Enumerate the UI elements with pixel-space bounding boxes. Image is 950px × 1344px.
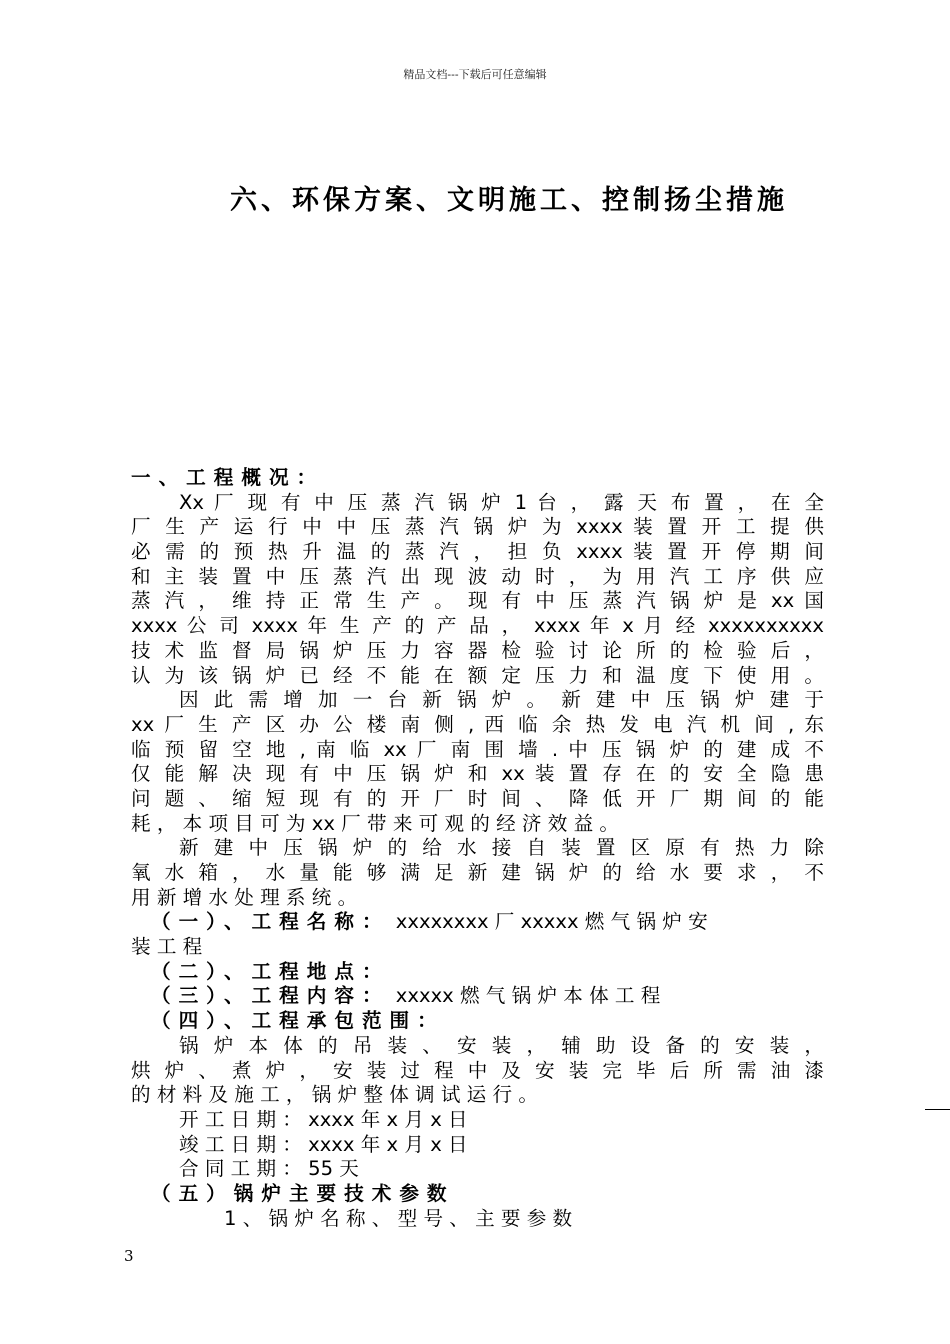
project-content-label: （三）、工程内容： bbox=[151, 984, 390, 1008]
document-body bbox=[131, 466, 824, 1231]
paragraph-line: 技 术 监 督 局 锅 炉 压 力 容 器 检 验 讨 论 所 的 检 验 后 ， bbox=[131, 638, 824, 662]
paragraph-line: 耗 ， 本 项 目 可 为 xx 厂 带 来 可 观 的 经 济 效 益 。 bbox=[131, 811, 619, 835]
project-name-label: （一）、工程名称： bbox=[151, 910, 390, 934]
paragraph-line: 用 新 增 水 处 理 系 统 。 bbox=[131, 885, 358, 909]
paragraph-line: 仅 能 解 决 现 有 中 压 锅 炉 和 xx 装 置 存 在 的 安 全 隐 患 bbox=[131, 762, 824, 786]
start-date: 开 工 日 期 ： xxxx 年 x 月 x 日 bbox=[179, 1107, 468, 1131]
end-date: 竣 工 日 期 ： xxxx 年 x 月 x 日 bbox=[179, 1132, 468, 1156]
project-content-line bbox=[131, 984, 824, 1009]
paragraph-line: xx 厂 生 产 区 办 公 楼 南 侧 , 西 临 余 热 发 电 汽 机 间 , 东 bbox=[131, 712, 824, 736]
page-number: 3 bbox=[124, 1247, 134, 1265]
paragraph-line: Xx 厂 现 有 中 压 蒸 汽 锅 炉 1 台 ， 露 天 布 置 ， 在 全 bbox=[179, 490, 824, 514]
paragraph-line: 必 需 的 预 热 升 温 的 蒸 汽 ， 担 负 xxxx 装 置 开 停 期 间 bbox=[131, 540, 824, 564]
header-note: 精品文档---下载后可任意编辑 bbox=[403, 68, 547, 81]
scope-line: 的 材 料 及 施 工 ， 锅 炉 整 体 调 试 运 行 。 bbox=[131, 1083, 538, 1107]
paragraph-line: 认 为 该 锅 炉 已 经 不 能 在 额 定 压 力 和 温 度 下 使 用 。 bbox=[131, 663, 824, 687]
project-name-value-continued: 装 工 程 bbox=[131, 935, 203, 959]
page-title: 六、环保方案、文明施工、控制扬尘措施 bbox=[230, 185, 788, 216]
boiler-subheading: 1 、 锅 炉 名 称 、 型 号 、 主 要 参 数 bbox=[224, 1206, 573, 1230]
section-heading-overview: 一、工程概况： bbox=[131, 466, 325, 489]
paragraph-line: 和 主 装 置 中 压 蒸 汽 出 现 波 动 时 ， 为 用 汽 工 序 供 应 bbox=[131, 564, 824, 588]
paragraph-line: 因 此 需 增 加 一 台 新 锅 炉 。 新 建 中 压 锅 炉 建 于 bbox=[179, 688, 824, 712]
project-name-value: xxxxxxxx 厂 xxxxx 燃 气 锅 炉 安 bbox=[395, 910, 708, 934]
contract-period: 合 同 工 期 ： 55 天 bbox=[179, 1157, 359, 1181]
project-content-value: xxxxx 燃 气 锅 炉 本 体 工 程 bbox=[395, 984, 661, 1008]
paragraph-line: xxxx 公 司 xxxx 年 生 产 的 产 品 ， xxxx 年 x 月 经 xxxxxxxxxx bbox=[131, 614, 824, 638]
project-location-label: （二）、工程地点： bbox=[151, 959, 390, 983]
paragraph-line: 临 预 留 空 地 , 南 临 xx 厂 南 围 墙 . 中 压 锅 炉 的 建 成 不 bbox=[131, 737, 824, 761]
paragraph-line: 氧 水 箱 ， 水 量 能 够 满 足 新 建 锅 炉 的 给 水 要 求 ， 不 bbox=[131, 861, 824, 884]
paragraph-line: 厂 生 产 运 行 中 中 压 蒸 汽 锅 炉 为 xxxx 装 置 开 工 提 供 bbox=[131, 515, 824, 539]
paragraph-line: 新 建 中 压 锅 炉 的 给 水 接 自 装 置 区 原 有 热 力 除 bbox=[179, 836, 824, 860]
scope-line: 烘 炉 、 煮 炉 ， 安 装 过 程 中 及 安 装 完 毕 后 所 需 油 漆 bbox=[131, 1058, 824, 1082]
paragraph-line: 问 题 、 缩 短 现 有 的 开 厂 时 间 、 降 低 开 厂 期 间 的 能 bbox=[131, 786, 824, 810]
margin-dash bbox=[925, 1109, 950, 1110]
scope-line: 锅 炉 本 体 的 吊 装 、 安 装 ， 辅 助 设 备 的 安 装 ， bbox=[179, 1033, 824, 1057]
project-scope-label: （四）、工程承包范围： bbox=[151, 1009, 445, 1033]
paragraph-line: 蒸 汽 ， 维 持 正 常 生 产 。 现 有 中 压 蒸 汽 锅 炉 是 xx 国 bbox=[131, 589, 824, 613]
boiler-parameters-heading: （五）锅炉主要技术参数 bbox=[151, 1181, 455, 1205]
project-name-line bbox=[131, 910, 824, 935]
